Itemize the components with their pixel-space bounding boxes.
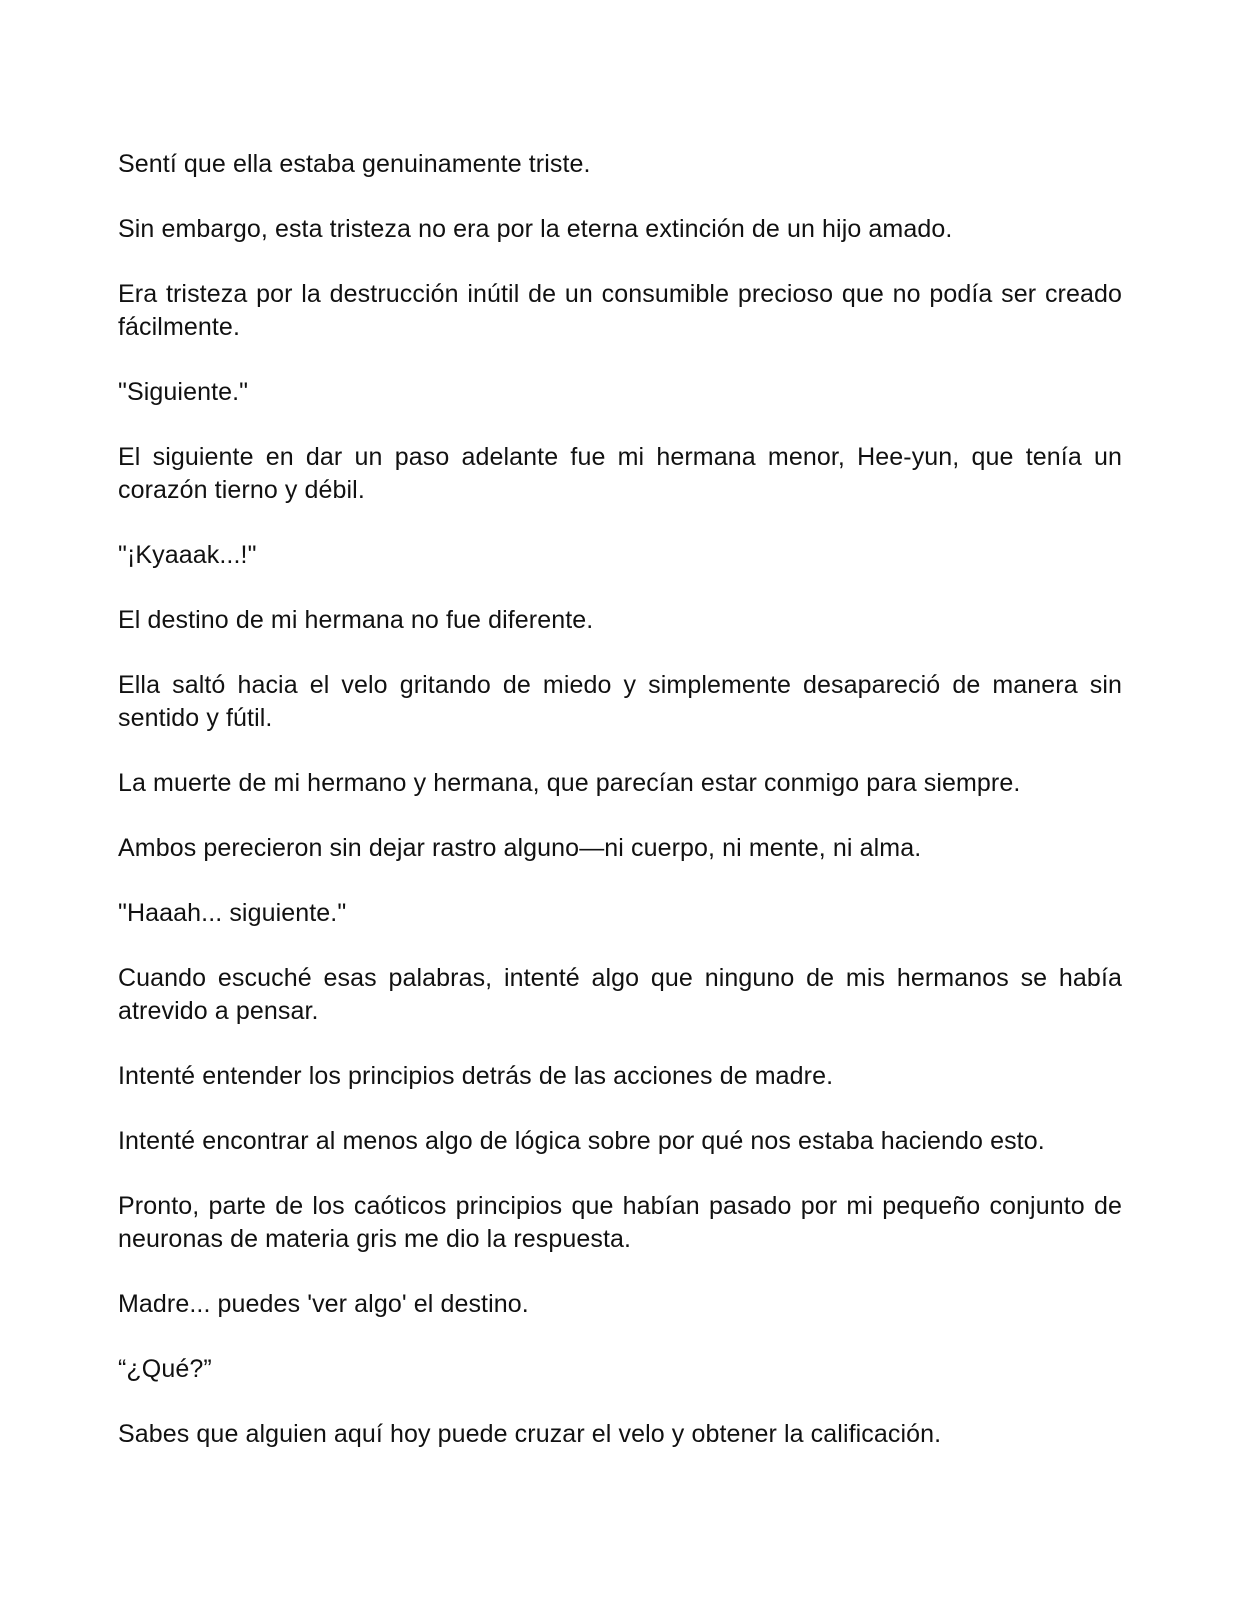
- paragraph: "Haaah... siguiente.": [118, 899, 347, 927]
- paragraph: El siguiente en dar un paso adelante fue mi hermana menor, Hee-yun, que tenía un corazón tierno y débil.: [118, 443, 1122, 504]
- paragraph: Ambos perecieron sin dejar rastro alguno—ni cuerpo, ni mente, ni alma.: [118, 834, 922, 862]
- paragraph: Sabes que alguien aquí hoy puede cruzar el velo y obtener la calificación.: [118, 1420, 942, 1448]
- paragraph: La muerte de mi hermano y hermana, que parecían estar conmigo para siempre.: [118, 769, 1021, 797]
- paragraph: Sentí que ella estaba genuinamente triste.: [118, 150, 591, 178]
- paragraph: Ella saltó hacia el velo gritando de miedo y simplemente desapareció de manera sin sentido y fútil.: [118, 671, 1122, 732]
- paragraph: El destino de mi hermana no fue diferente.: [118, 606, 594, 634]
- paragraph: Intenté encontrar al menos algo de lógica sobre por qué nos estaba haciendo esto.: [118, 1127, 1045, 1155]
- paragraph: Cuando escuché esas palabras, intenté algo que ninguno de mis hermanos se había atrevido a pensar.: [118, 964, 1122, 1025]
- paragraph: "¡Kyaaak...!": [118, 541, 257, 569]
- paragraph: Sin embargo, esta tristeza no era por la eterna extinción de un hijo amado.: [118, 215, 953, 243]
- paragraph: Madre... puedes 'ver algo' el destino.: [118, 1290, 529, 1318]
- paragraph: “¿Qué?”: [118, 1355, 212, 1383]
- paragraph: Pronto, parte de los caóticos principios que habían pasado por mi pequeño conjunto de neuronas de materia gris me dio la respuesta.: [118, 1192, 1122, 1253]
- paragraph: "Siguiente.": [118, 378, 249, 406]
- paragraph: Intenté entender los principios detrás de las acciones de madre.: [118, 1062, 834, 1090]
- paragraph: Era tristeza por la destrucción inútil de un consumible precioso que no podía ser creado fácilmente.: [118, 280, 1122, 341]
- document-body: [118, 148, 1122, 1483]
